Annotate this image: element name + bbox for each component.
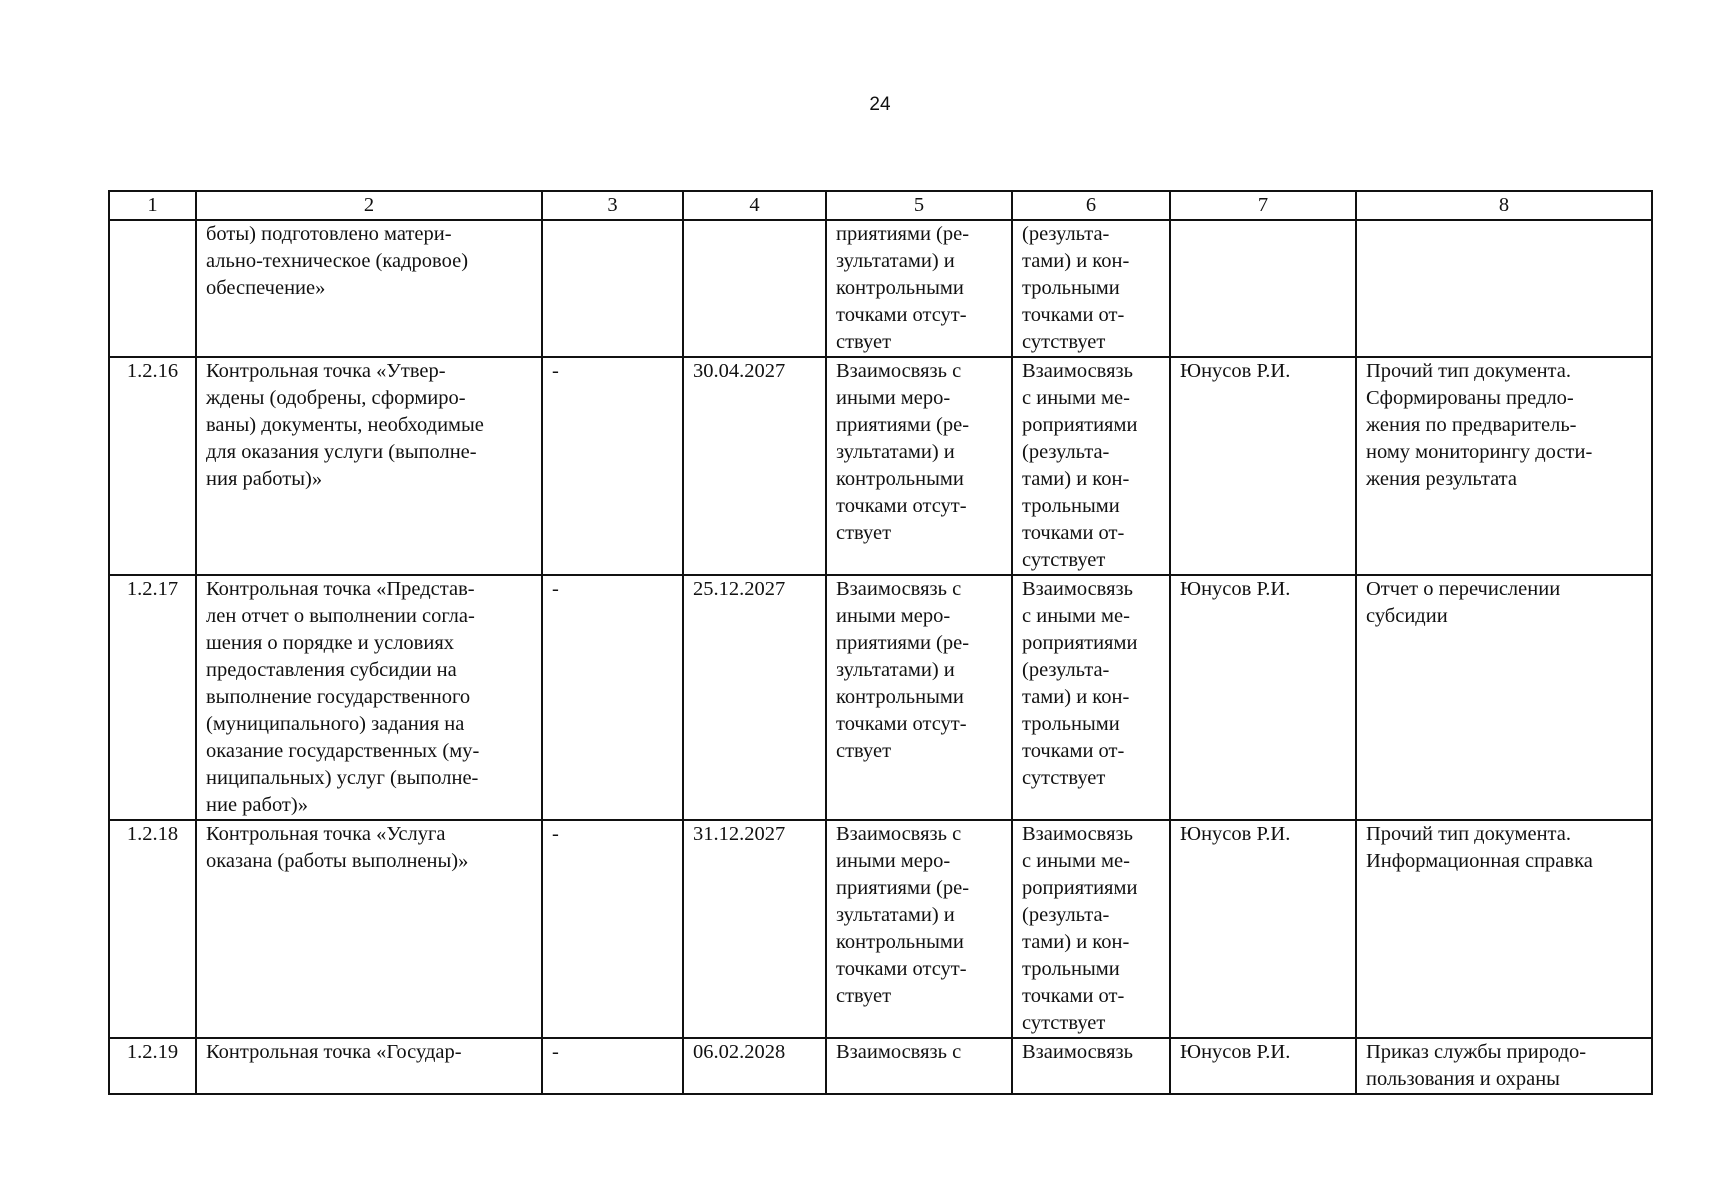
due-date-cell bbox=[683, 220, 826, 357]
cell-text-line: зультатами) и bbox=[836, 659, 955, 681]
result-document-cell bbox=[1356, 575, 1652, 820]
cell-text-line: точками отсут- bbox=[836, 495, 967, 517]
cell-text-line: (результа- bbox=[1022, 441, 1110, 463]
predecessor-cell: - bbox=[542, 820, 683, 1038]
cell-text-line: зультатами) и bbox=[836, 904, 955, 926]
cell-text-line: субсидии bbox=[1366, 605, 1448, 627]
cell-text-line: ствует bbox=[836, 985, 892, 1007]
cell-text-line: иными меро- bbox=[836, 387, 951, 409]
control-point-name-cell bbox=[196, 575, 542, 820]
cell-text-line: ному мониторингу дости- bbox=[1366, 441, 1593, 463]
control-point-name-cell bbox=[196, 357, 542, 575]
cell-text-line: выполнение государственного bbox=[206, 686, 471, 708]
responsible-person-cell: Юнусов Р.И. bbox=[1170, 357, 1356, 575]
table-row bbox=[109, 357, 1652, 575]
column-header: 4 bbox=[683, 191, 826, 220]
result-document-cell bbox=[1356, 220, 1652, 357]
cell-text-line: сутствует bbox=[1022, 767, 1106, 789]
relation-cell bbox=[826, 220, 1012, 357]
responsible-person-cell: Юнусов Р.И. bbox=[1170, 575, 1356, 820]
cell-text-line: приятиями (ре- bbox=[836, 877, 970, 899]
result-document-cell bbox=[1356, 357, 1652, 575]
cell-text-line: с иными ме- bbox=[1022, 605, 1130, 627]
cell-text-line: трольными bbox=[1022, 958, 1120, 980]
cell-text-line: Контрольная точка «Государ- bbox=[206, 1041, 462, 1063]
cell-text-line: ствует bbox=[836, 522, 892, 544]
page-number: 24 bbox=[869, 94, 891, 115]
cell-text-line: Прочий тип документа. bbox=[1366, 360, 1571, 382]
cell-text-line: Взаимосвязь bbox=[1022, 1041, 1133, 1063]
predecessor-cell bbox=[542, 220, 683, 357]
result-document-cell bbox=[1356, 820, 1652, 1038]
cell-text-line: оказание государственных (му- bbox=[206, 740, 480, 762]
predecessor-cell: - bbox=[542, 575, 683, 820]
column-header: 8 bbox=[1356, 191, 1652, 220]
table-row bbox=[109, 220, 1652, 357]
column-number-header-row bbox=[109, 191, 1652, 220]
cell-text-line: Взаимосвязь с bbox=[836, 578, 962, 600]
cell-text-line: Контрольная точка «Представ- bbox=[206, 578, 475, 600]
relation-cell bbox=[826, 357, 1012, 575]
cell-text-line: Информационная справка bbox=[1366, 850, 1593, 872]
cell-text-line: точками от- bbox=[1022, 740, 1125, 762]
cell-text-line: точками отсут- bbox=[836, 958, 967, 980]
cell-text-line: с иными ме- bbox=[1022, 850, 1130, 872]
cell-text-line: ние работ)» bbox=[206, 794, 308, 816]
cell-text-line: Взаимосвязь bbox=[1022, 578, 1133, 600]
cell-text-line: ствует bbox=[836, 740, 892, 762]
cell-text-line: точками отсут- bbox=[836, 713, 967, 735]
due-date-cell: 30.04.2027 bbox=[683, 357, 826, 575]
control-point-name-cell bbox=[196, 1038, 542, 1094]
responsible-person-cell: Юнусов Р.И. bbox=[1170, 1038, 1356, 1094]
cell-text-line: (результа- bbox=[1022, 659, 1110, 681]
cell-text-line: (результа- bbox=[1022, 223, 1110, 245]
cell-text-line: Прочий тип документа. bbox=[1366, 823, 1571, 845]
cell-text-line: шения о порядке и условиях bbox=[206, 632, 455, 654]
row-number-cell: 1.2.19 bbox=[109, 1038, 196, 1094]
cell-text-line: боты) подготовлено матери- bbox=[206, 223, 452, 245]
cell-text-line: ния работы)» bbox=[206, 468, 323, 490]
cell-text-line: трольными bbox=[1022, 713, 1120, 735]
cell-text-line: ально-техническое (кадровое) bbox=[206, 250, 469, 272]
cell-text-line: тами) и кон- bbox=[1022, 468, 1130, 490]
relation-cell bbox=[1012, 220, 1170, 357]
row-number-cell bbox=[109, 220, 196, 357]
cell-text-line: точками от- bbox=[1022, 985, 1125, 1007]
cell-text-line: ваны) документы, необходимые bbox=[206, 414, 484, 436]
due-date-cell: 06.02.2028 bbox=[683, 1038, 826, 1094]
cell-text-line: (результа- bbox=[1022, 904, 1110, 926]
relation-cell bbox=[1012, 820, 1170, 1038]
control-point-name-cell bbox=[196, 220, 542, 357]
cell-text-line: Взаимосвязь bbox=[1022, 823, 1133, 845]
relation-cell bbox=[1012, 1038, 1170, 1094]
cell-text-line: роприятиями bbox=[1022, 414, 1138, 436]
due-date-cell: 31.12.2027 bbox=[683, 820, 826, 1038]
cell-text-line: иными меро- bbox=[836, 605, 951, 627]
cell-text-line: зультатами) и bbox=[836, 250, 955, 272]
relation-cell bbox=[826, 1038, 1012, 1094]
cell-text-line: ждены (одобрены, сформиро- bbox=[206, 387, 466, 409]
row-number-cell: 1.2.17 bbox=[109, 575, 196, 820]
cell-text-line: тами) и кон- bbox=[1022, 931, 1130, 953]
cell-text-line: контрольными bbox=[836, 277, 964, 299]
cell-text-line: жения результата bbox=[1366, 468, 1517, 490]
column-header: 6 bbox=[1012, 191, 1170, 220]
cell-text-line: контрольными bbox=[836, 686, 964, 708]
cell-text-line: трольными bbox=[1022, 277, 1120, 299]
predecessor-cell: - bbox=[542, 357, 683, 575]
responsible-person-cell bbox=[1170, 220, 1356, 357]
row-number-cell: 1.2.18 bbox=[109, 820, 196, 1038]
cell-text-line: сутствует bbox=[1022, 1012, 1106, 1034]
cell-text-line: приятиями (ре- bbox=[836, 632, 970, 654]
table-row bbox=[109, 1038, 1652, 1094]
cell-text-line: оказана (работы выполнены)» bbox=[206, 850, 469, 872]
cell-text-line: сутствует bbox=[1022, 549, 1106, 571]
cell-text-line: предоставления субсидии на bbox=[206, 659, 457, 681]
relation-cell bbox=[826, 820, 1012, 1038]
column-header: 7 bbox=[1170, 191, 1356, 220]
cell-text-line: Взаимосвязь bbox=[1022, 360, 1133, 382]
relation-cell bbox=[1012, 575, 1170, 820]
cell-text-line: с иными ме- bbox=[1022, 387, 1130, 409]
cell-text-line: Контрольная точка «Услуга bbox=[206, 823, 446, 845]
column-header: 1 bbox=[109, 191, 196, 220]
cell-text-line: тами) и кон- bbox=[1022, 250, 1130, 272]
cell-text-line: роприятиями bbox=[1022, 877, 1138, 899]
cell-text-line: точками отсут- bbox=[836, 304, 967, 326]
cell-text-line: иными меро- bbox=[836, 850, 951, 872]
column-header: 3 bbox=[542, 191, 683, 220]
cell-text-line: контрольными bbox=[836, 468, 964, 490]
cell-text-line: лен отчет о выполнении согла- bbox=[206, 605, 475, 627]
result-document-cell bbox=[1356, 1038, 1652, 1094]
table-row bbox=[109, 575, 1652, 820]
cell-text-line: Контрольная точка «Утвер- bbox=[206, 360, 446, 382]
cell-text-line: ниципальных) услуг (выполне- bbox=[206, 767, 479, 789]
cell-text-line: Взаимосвязь с bbox=[836, 360, 962, 382]
cell-text-line: жения по предваритель- bbox=[1366, 414, 1577, 436]
due-date-cell: 25.12.2027 bbox=[683, 575, 826, 820]
predecessor-cell: - bbox=[542, 1038, 683, 1094]
table-row bbox=[109, 820, 1652, 1038]
cell-text-line: точками от- bbox=[1022, 304, 1125, 326]
control-point-name-cell bbox=[196, 820, 542, 1038]
cell-text-line: трольными bbox=[1022, 495, 1120, 517]
cell-text-line: зультатами) и bbox=[836, 441, 955, 463]
cell-text-line: точками от- bbox=[1022, 522, 1125, 544]
cell-text-line: Взаимосвязь с bbox=[836, 823, 962, 845]
cell-text-line: тами) и кон- bbox=[1022, 686, 1130, 708]
control-points-table bbox=[108, 190, 1653, 1095]
cell-text-line: обеспечение» bbox=[206, 277, 326, 299]
cell-text-line: Приказ службы природо- bbox=[1366, 1041, 1587, 1063]
column-header: 2 bbox=[196, 191, 542, 220]
responsible-person-cell: Юнусов Р.И. bbox=[1170, 820, 1356, 1038]
cell-text-line: сутствует bbox=[1022, 331, 1106, 353]
cell-text-line: приятиями (ре- bbox=[836, 414, 970, 436]
cell-text-line: (муниципального) задания на bbox=[206, 713, 465, 735]
column-header: 5 bbox=[826, 191, 1012, 220]
cell-text-line: роприятиями bbox=[1022, 632, 1138, 654]
cell-text-line: пользования и охраны bbox=[1366, 1068, 1560, 1090]
relation-cell bbox=[826, 575, 1012, 820]
cell-text-line: Отчет о перечислении bbox=[1366, 578, 1561, 600]
row-number-cell: 1.2.16 bbox=[109, 357, 196, 575]
cell-text-line: ствует bbox=[836, 331, 892, 353]
cell-text-line: контрольными bbox=[836, 931, 964, 953]
cell-text-line: Взаимосвязь с bbox=[836, 1041, 962, 1063]
cell-text-line: для оказания услуги (выполне- bbox=[206, 441, 477, 463]
relation-cell bbox=[1012, 357, 1170, 575]
cell-text-line: Сформированы предло- bbox=[1366, 387, 1574, 409]
cell-text-line: приятиями (ре- bbox=[836, 223, 970, 245]
